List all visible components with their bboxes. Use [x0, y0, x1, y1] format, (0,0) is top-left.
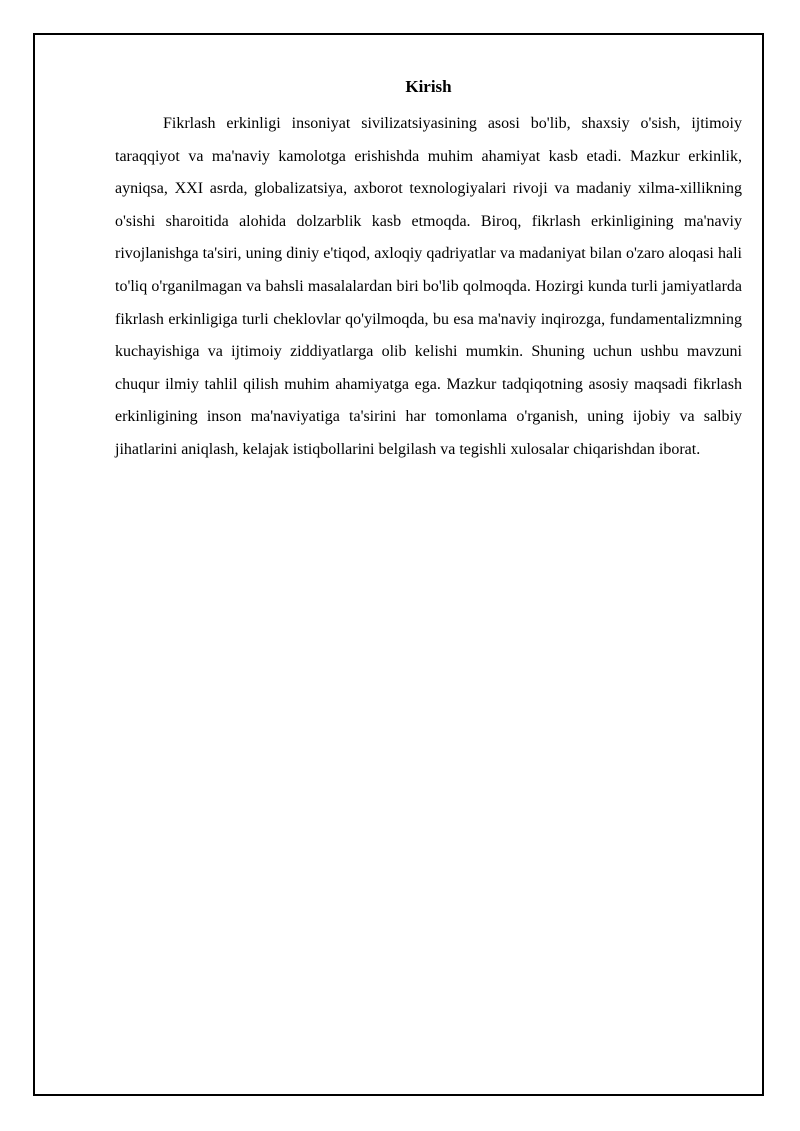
page-content	[115, 76, 742, 467]
body-paragraph: Fikrlash erkinligi insoniyat sivilizatsiyasining asosi bo'lib, shaxsiy o'sish, ijtimoiy taraqqiyot va ma'naviy kamolotga erishishda muhim ahamiyat kasb etadi. Mazkur erkinlik, ayniqsa, XXI asrda, globalizatsiya, axborot texnologiyalari rivoji va madaniy xilma-xillikning o'sishi sharoitida alohida dolzarblik kasb etmoqda. Biroq, fikrlash erkinligining ma'naviy rivojlanishga ta'siri, uning diniy e'tiqod, axloqiy qadriyatlar va madaniyat bilan o'zaro aloqasi hali to'liq o'rganilmagan va bahsli masalalardan biri bo'lib qolmoqda. Hozirgi kunda turli jamiyatlarda fikrlash erkinligiga turli cheklovlar qo'yilmoqda, bu esa ma'naviy inqirozga, fundamentalizmning kuchayishiga va ijtimoiy ziddiyatlarga olib kelishi mumkin. Shuning uchun ushbu mavzuni chuqur ilmiy tahlil qilish muhim ahamiyatga ega. Mazkur tadqiqotning asosiy maqsadi fikrlash erkinligining inson ma'naviyatiga ta'sirini har tomonlama o'rganish, uning ijobiy va salbiy jihatlarini aniqlash, kelajak istiqbollarini belgilash va tegishli xulosalar chiqarishdan iborat.	[115, 115, 742, 458]
section-heading: Kirish	[405, 77, 452, 96]
